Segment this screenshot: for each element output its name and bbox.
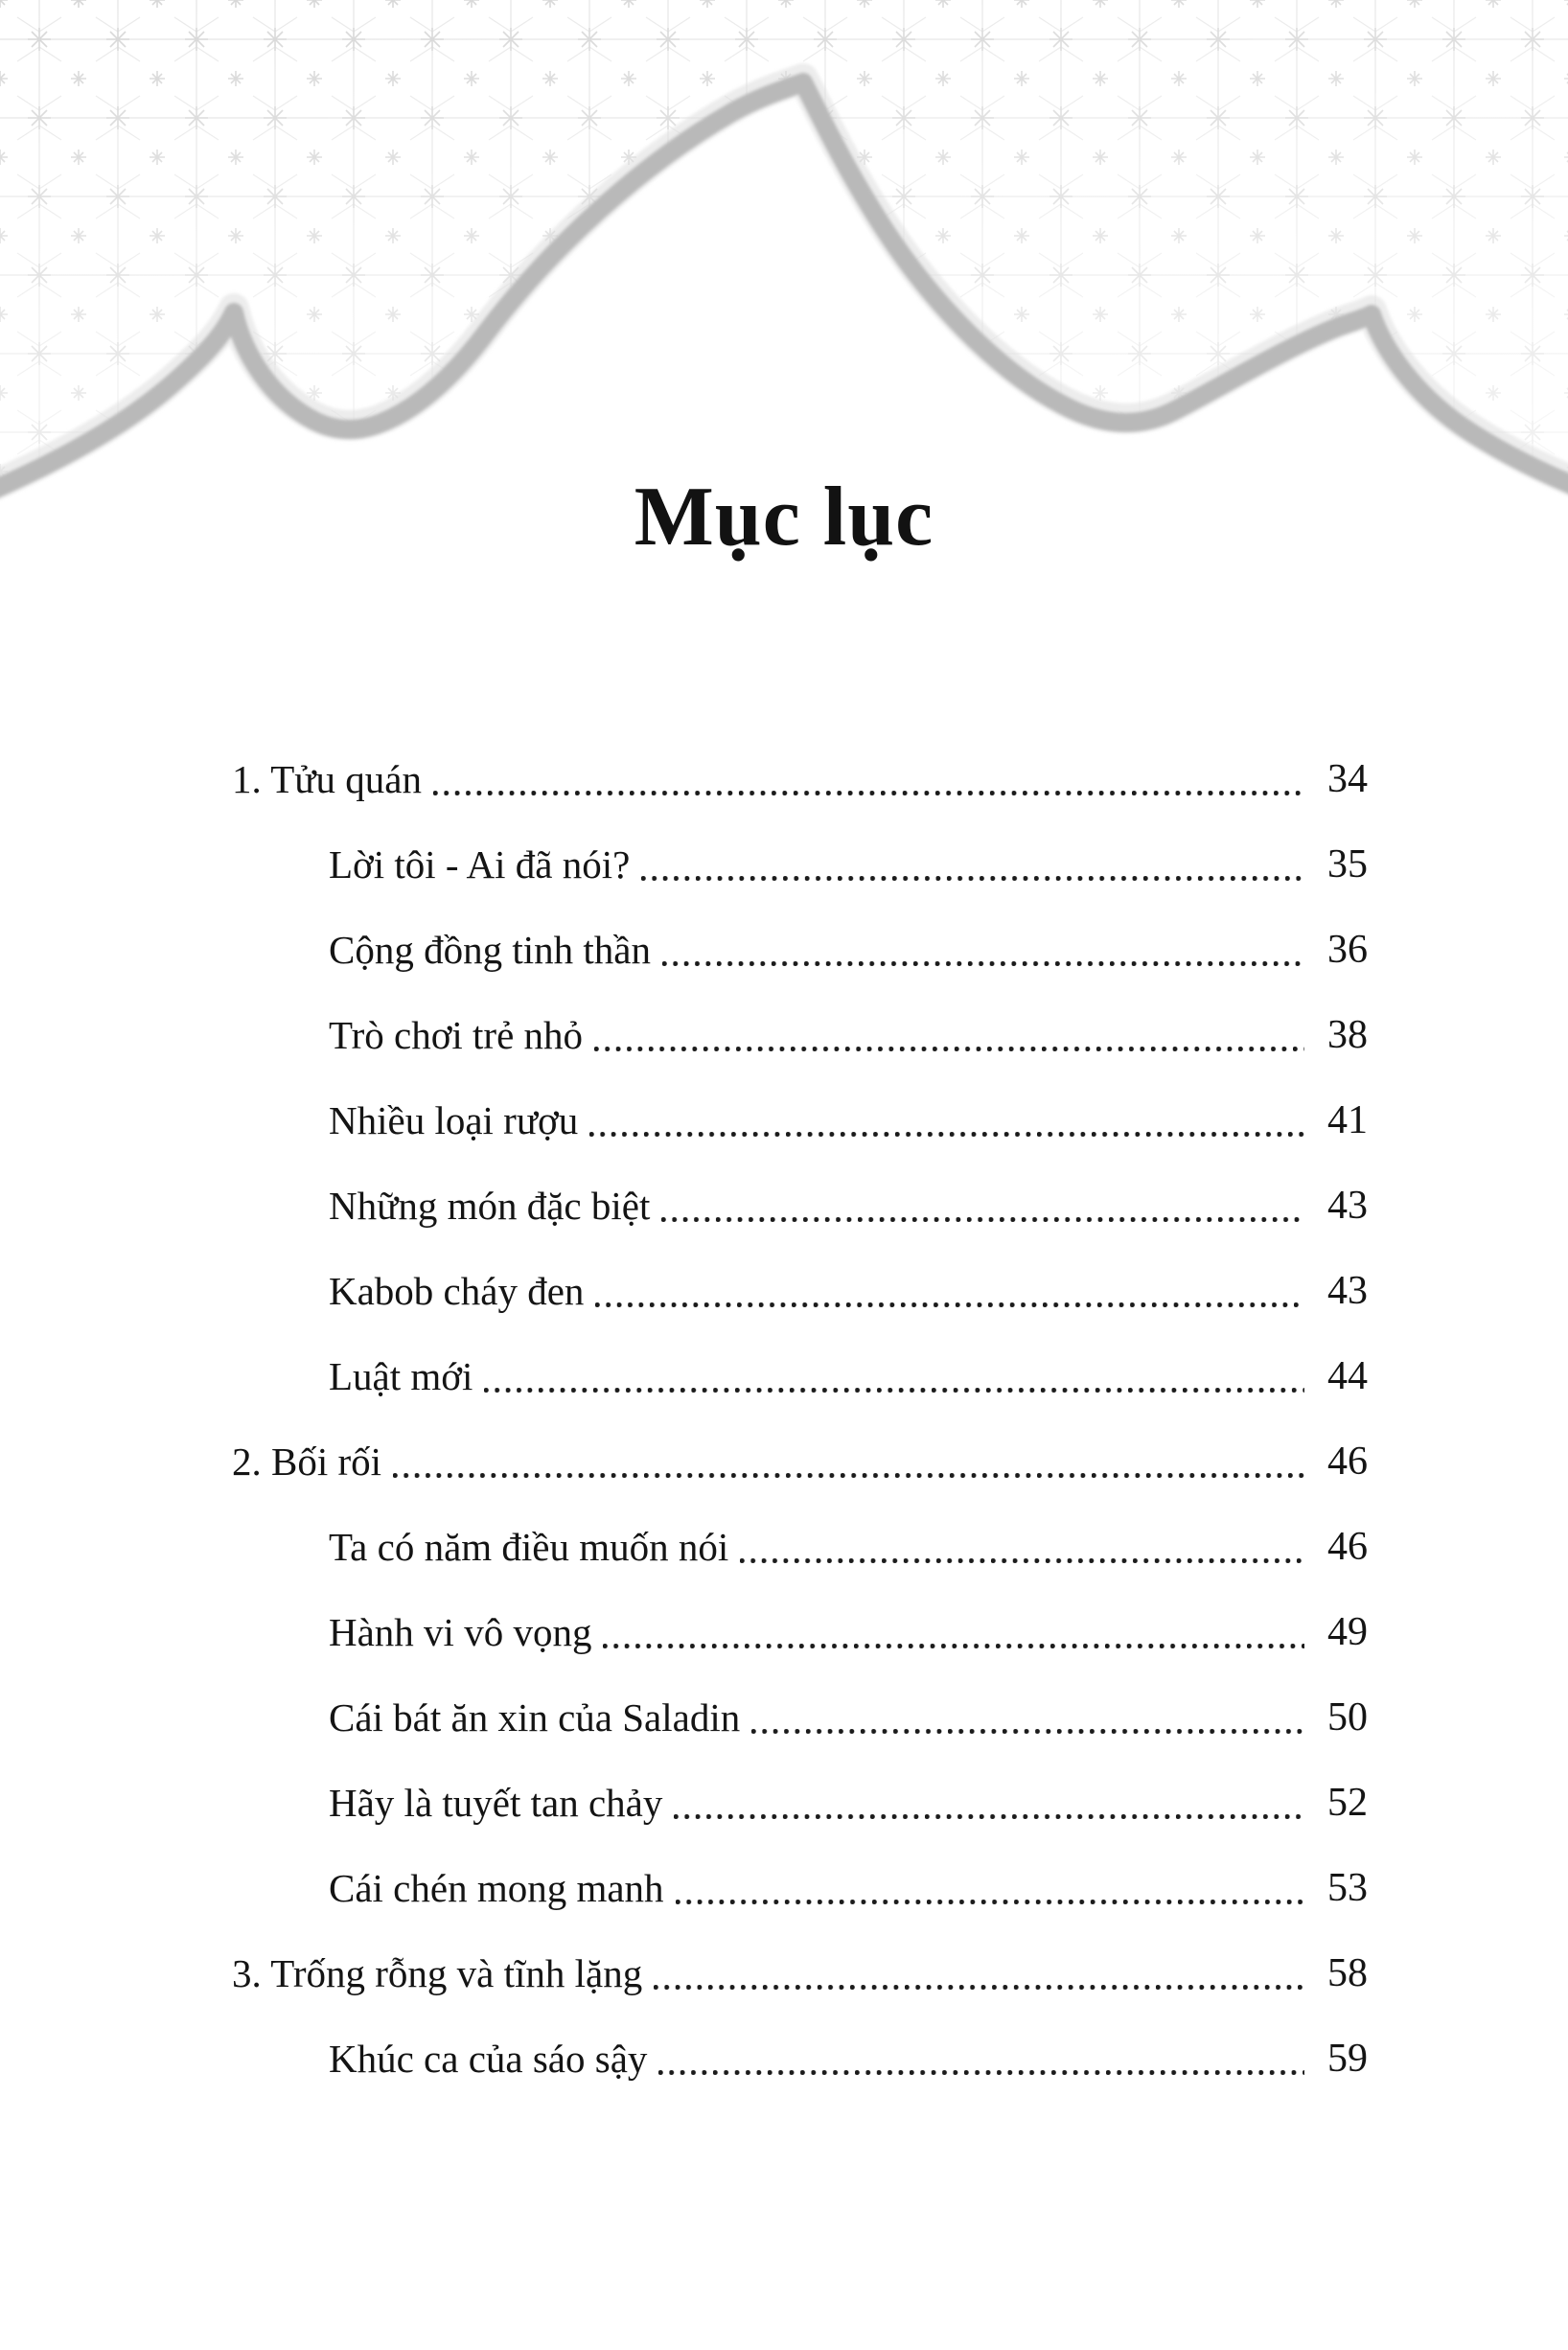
toc-row [0,1760,1568,1845]
toc-row [0,736,1568,821]
toc-entry-label: Cái chén mong manh [329,1865,664,1910]
toc-row [0,1163,1568,1248]
toc-row [0,2016,1568,2101]
toc-page-number: 52 [1327,1780,1368,1825]
dot-leader [433,791,1304,795]
toc-entry-label: Nhiều loại rượu [329,1097,579,1142]
dot-leader [641,876,1304,881]
toc-entry-label: Hãy là tuyết tan chảy [329,1780,663,1825]
page-title: Mục lục [634,471,934,564]
dot-leader [662,961,1304,966]
toc-row [0,1674,1568,1760]
dot-leader [658,2070,1304,2075]
toc-row [0,1418,1568,1504]
toc-page-number: 59 [1327,2036,1368,2081]
toc-page-number: 50 [1327,1694,1368,1739]
toc-row [0,1248,1568,1333]
toc-row [0,1504,1568,1589]
dot-leader [594,1047,1304,1051]
toc-row [0,1333,1568,1418]
toc-entry-label: 1. Tửu quán [232,756,422,801]
toc-page-number: 43 [1327,1183,1368,1228]
dot-leader [740,1558,1304,1563]
dot-leader [676,1900,1304,1904]
dot-leader [654,1985,1304,1990]
toc-page-number: 36 [1327,927,1368,972]
toc-entry-label: Cái bát ăn xin của Saladin [329,1694,741,1739]
toc-entry-label: Hành vi vô vọng [329,1609,592,1654]
dot-leader [674,1814,1304,1819]
toc-page-number: 46 [1327,1524,1368,1569]
toc-row [0,992,1568,1077]
toc-entry-label: Ta có năm điều muốn nói [329,1524,729,1569]
toc-page-number: 41 [1327,1097,1368,1142]
dot-leader [603,1644,1304,1648]
toc-entry-label: Lời tôi - Ai đã nói? [329,841,631,887]
toc-entry-label: Cộng đồng tinh thần [329,927,651,972]
toc-entry-label: Kabob cháy đen [329,1268,585,1313]
toc-row [0,907,1568,992]
toc-entry-label: Khúc ca của sáo sậy [329,2036,648,2081]
toc-entry-label: 3. Trống rỗng và tĩnh lặng [232,1950,643,1995]
toc-page-number: 43 [1327,1268,1368,1313]
toc-entry-label: 2. Bối rối [232,1439,382,1484]
toc-page-number: 34 [1327,756,1368,801]
toc-page-number: 53 [1327,1865,1368,1910]
toc-row [0,1589,1568,1674]
dot-leader [595,1302,1304,1307]
dot-leader [393,1473,1304,1478]
toc-page-number: 35 [1327,841,1368,887]
toc-entry-label: Luật mới [329,1353,473,1398]
toc-page-number: 46 [1327,1439,1368,1484]
dot-leader [661,1217,1304,1222]
toc-page-number: 38 [1327,1012,1368,1057]
dot-leader [589,1132,1304,1137]
toc-page-number: 49 [1327,1609,1368,1654]
toc-row [0,1077,1568,1163]
toc-page-number: 44 [1327,1353,1368,1398]
dot-leader [751,1729,1304,1734]
dot-leader [484,1388,1304,1393]
toc-entry-label: Những món đặc biệt [329,1183,651,1228]
table-of-contents [0,736,1568,2101]
toc-page-number: 58 [1327,1950,1368,1995]
toc-row [0,1845,1568,1930]
toc-row [0,821,1568,907]
ornamental-header [0,0,1568,537]
toc-entry-label: Trò chơi trẻ nhỏ [329,1012,584,1057]
toc-row [0,1930,1568,2016]
